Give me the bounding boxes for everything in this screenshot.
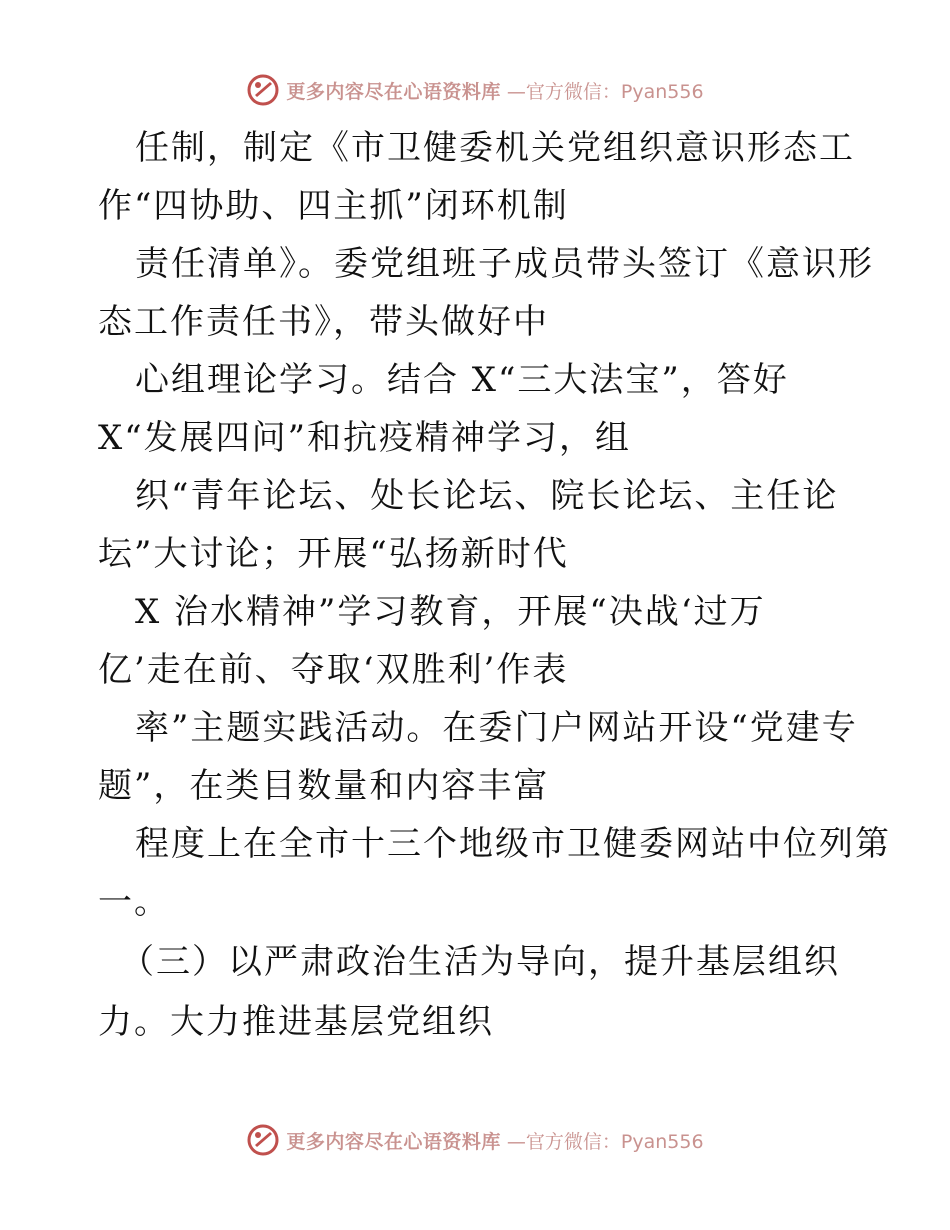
footer-contact: —官方微信：Pyan556 [506,1130,704,1153]
body-line: 坛”大讨论；开展“弘扬新时代 [98,534,569,574]
body-line: 责任清单》。委党组班子成员带头签订《意识形 [135,244,874,284]
body-line: 态工作责任书》，带头做好中 [98,302,549,342]
section-heading-line: （三）以严肃政治生活为导向，提升基层组织 [120,942,840,982]
header-title: 更多内容尽在心语资料库 [286,80,501,103]
body-line: 织“青年论坛、处长论坛、院长论坛、主任论 [135,476,839,516]
body-line: X“发展四问”和抗疫精神学习，组 [98,418,631,458]
body-line: 程度上在全市十三个地级市卫健委网站中位列第 [135,824,891,864]
brand-logo-icon [246,1123,280,1157]
body-line: 心组理论学习。结合 X“三大法宝”，答好 [135,360,789,400]
header-banner [0,70,950,110]
brand-logo-icon [246,73,280,107]
body-line: 力。大力推进基层党组织 [98,1002,494,1042]
body-line: 率”主题实践活动。在委门户网站开设“党建专 [135,708,858,748]
body-line: 一。 [98,882,170,922]
body-line: X 治水精神”学习教育，开展“决战‘过万 [135,592,766,632]
footer-title: 更多内容尽在心语资料库 [286,1130,501,1153]
body-line: 任制，制定《市卫健委机关党组织意识形态工 [135,128,855,168]
body-line: 作“四协助、四主抓”闭环机制 [98,186,569,226]
header-contact: —官方微信：Pyan556 [506,80,704,103]
body-line: 亿’走在前、夺取‘双胜利’作表 [98,650,569,690]
footer-banner [0,1120,950,1160]
body-line: 题”，在类目数量和内容丰富 [98,766,550,806]
